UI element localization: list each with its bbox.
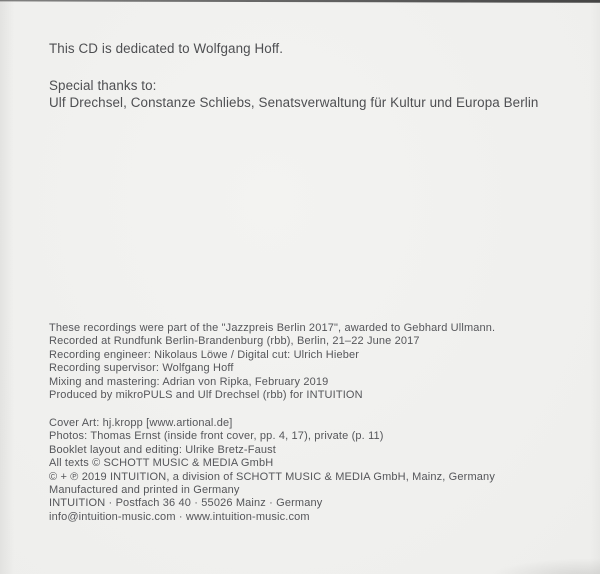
scan-smudge xyxy=(490,558,600,574)
credit-line: Recorded at Rundfunk Berlin-Brandenburg (rbb), Berlin, 21–22 June 2017 xyxy=(49,335,420,348)
page-top-edge xyxy=(0,0,600,4)
credit-line: All texts © SCHOTT MUSIC & MEDIA GmbH xyxy=(49,457,274,470)
credit-line: Mixing and mastering: Adrian von Ripka, February 2019 xyxy=(49,375,329,388)
thanks-names: Ulf Drechsel, Constanze Schliebs, Senatsverwaltung für Kultur und Europa Berlin xyxy=(49,95,539,111)
recording-credits-block xyxy=(49,322,495,402)
credit-line: Cover Art: hj.kropp [www.artional.de] xyxy=(49,417,233,429)
thanks-block xyxy=(49,77,538,112)
credit-line: Produced by mikroPULS and Ulf Drechsel (rbb) for INTUITION xyxy=(49,389,363,402)
credit-line: These recordings were part of the "Jazzpreis Berlin 2017", awarded to Gebhard Ullmann. xyxy=(49,322,496,334)
credit-line: INTUITION · Postfach 36 40 · 55026 Mainz · Germany xyxy=(49,497,323,510)
production-credits-block xyxy=(49,417,495,524)
credit-line: Recording engineer: Nikolaus Löwe / Digital cut: Ulrich Hieber xyxy=(49,348,360,361)
credit-line: info@intuition-music.com · www.intuition-music.com xyxy=(49,510,310,523)
dedication-text: This CD is dedicated to Wolfgang Hoff. xyxy=(49,41,284,56)
credit-line: © + ℗ 2019 INTUITION, a division of SCHOTT MUSIC & MEDIA GmbH, Mainz, Germany xyxy=(49,470,495,483)
credit-line: Manufactured and printed in Germany xyxy=(49,484,240,497)
credit-line: Recording supervisor: Wolfgang Hoff xyxy=(49,362,234,375)
credit-line: Photos: Thomas Ernst (inside front cover, pp. 4, 17), private (p. 11) xyxy=(49,430,384,443)
thanks-heading: Special thanks to: xyxy=(49,78,157,93)
credit-line: Booklet layout and editing: Ulrike Bretz-Faust xyxy=(49,443,277,456)
